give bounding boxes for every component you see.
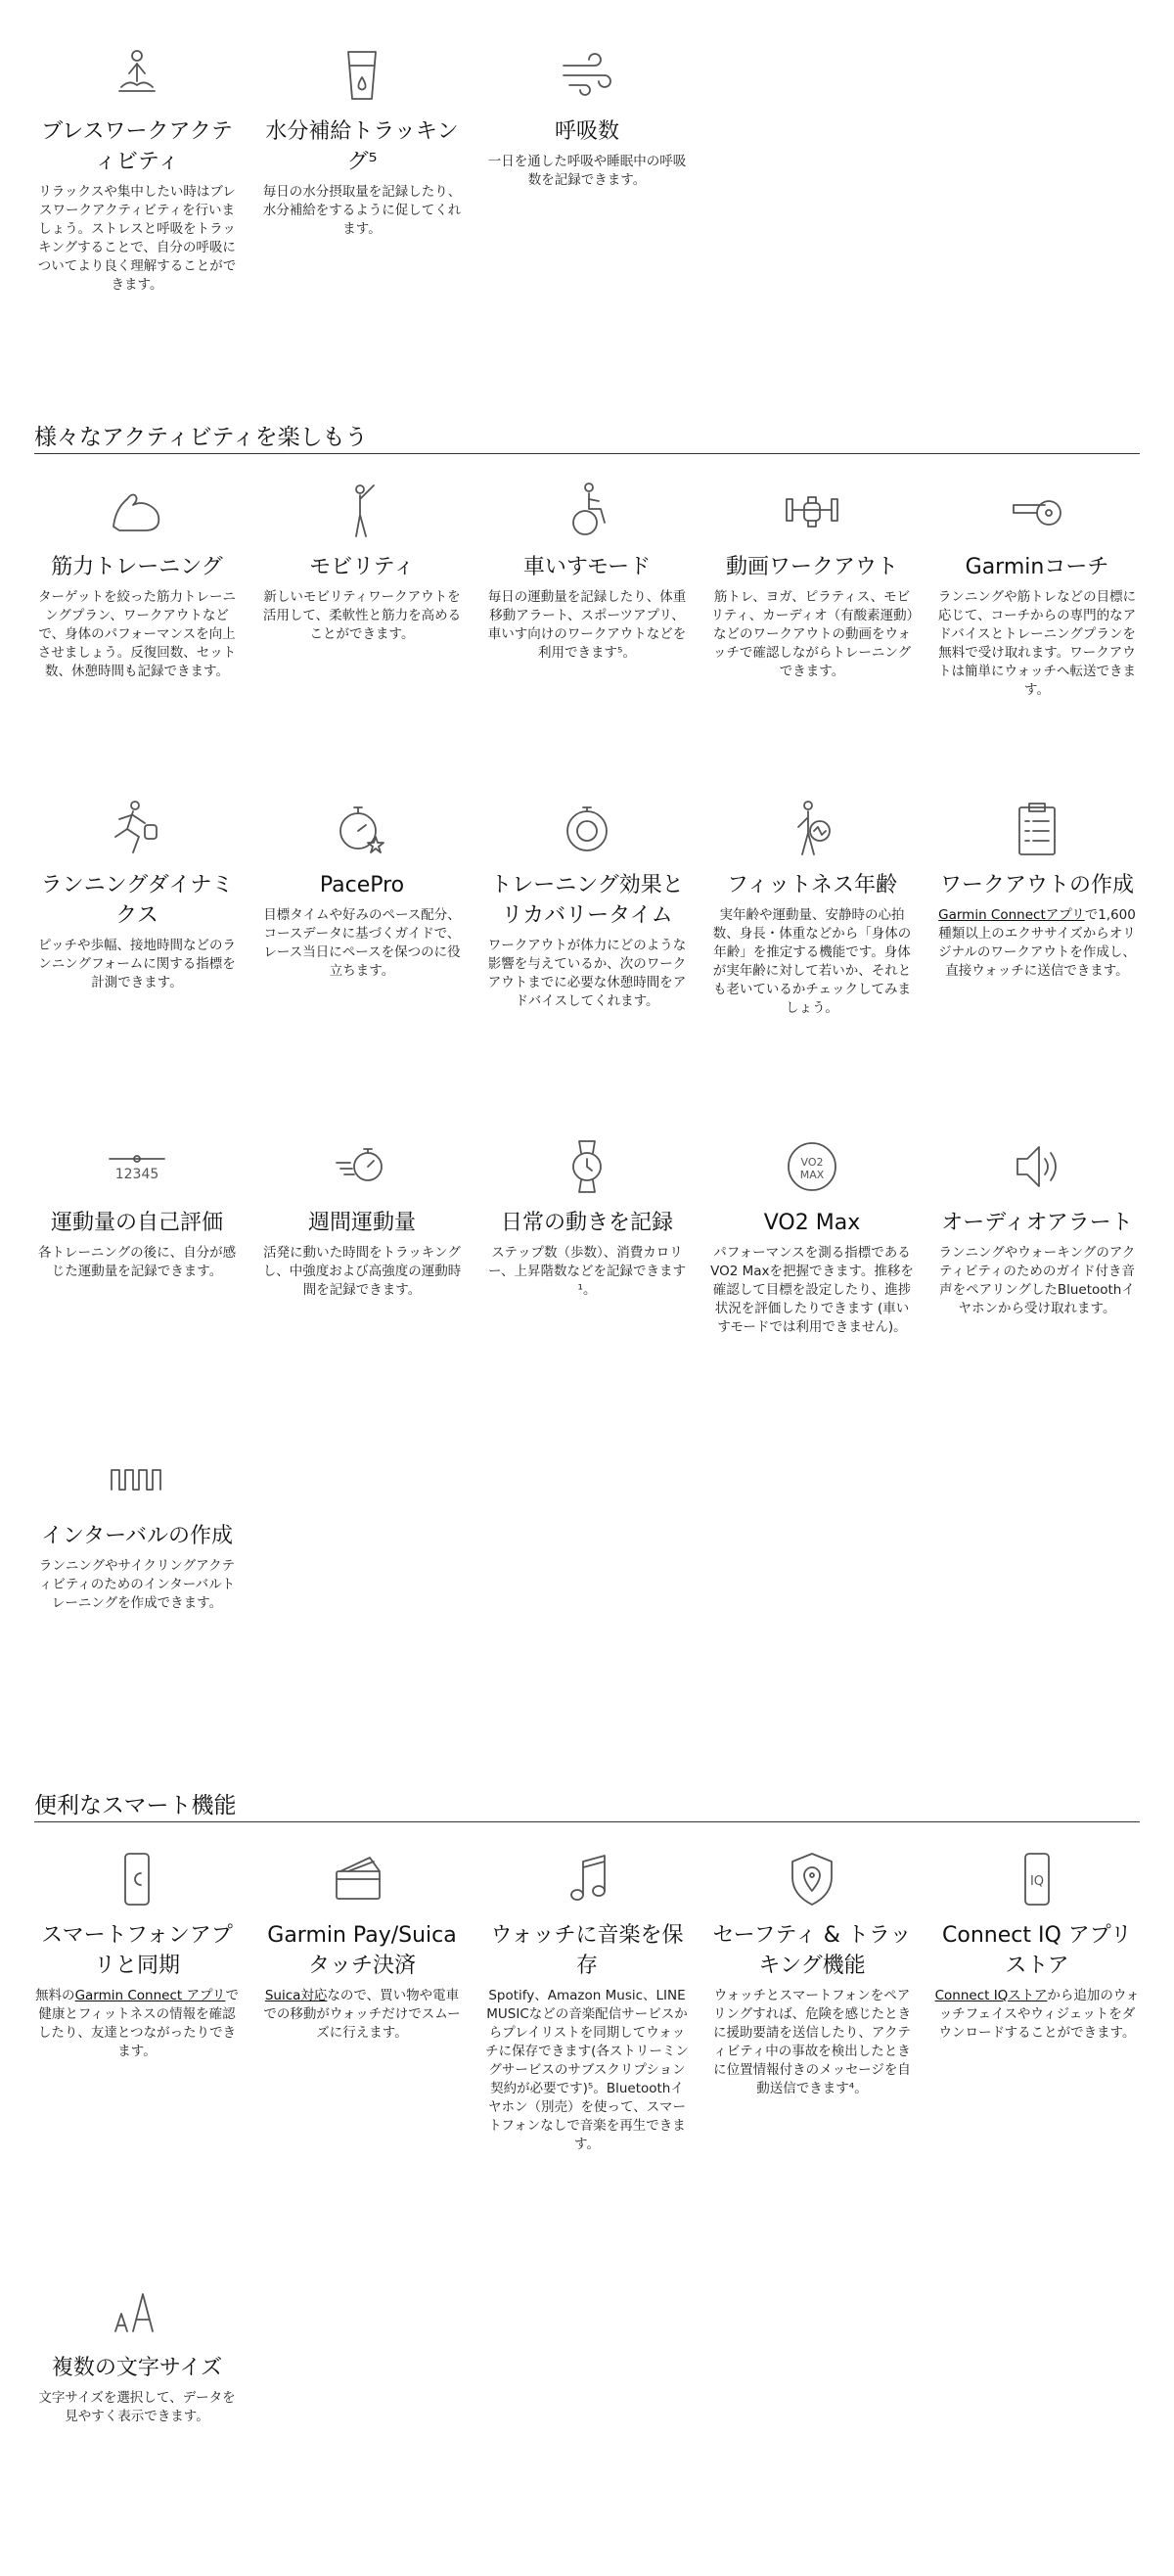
feature-description: ピッチや歩幅、接地時間などのランニングフォームに関する指標を計測できます。: [38, 938, 236, 990]
feature-font-size: [34, 2280, 240, 2426]
feature-training-effect: [484, 798, 690, 1011]
feature-title: 呼吸数: [554, 119, 619, 144]
feature-title: 複数の文字サイズ: [51, 2356, 223, 2380]
runner-watch-icon: [106, 798, 168, 860]
feature-description: 毎日の水分摂取量を記録したり、水分補給をするように促してくれます。: [262, 184, 462, 237]
feature-description-text: で健康とフィットネスの情報を確認したり、友達とつながったりできます。: [37, 1988, 239, 2059]
rpe-scale-icon: [106, 1135, 168, 1198]
feature-description: [934, 906, 1140, 981]
activities-section-title: 様々なアクティビティを楽しもう: [34, 423, 1140, 454]
feature-description: Spotify、Amazon Music、LINE MUSICなどの音楽配信サービスからプレイリストを同期してウォッチに保存できます(各ストリーミングサービスのサブスクリプション契約が必要です)⁵。Bluetoothイヤホン（別売）を使って、スマートフォンなしで音楽を再生できます。: [485, 1988, 689, 2152]
fitness-age-person-icon: [781, 798, 843, 860]
suica-link[interactable]: Suica対応: [264, 1988, 328, 2003]
feature-music-storage: [484, 1848, 690, 2154]
feature-title: ランニングダイナミクス: [40, 873, 234, 928]
feature-title: 車いすモード: [522, 555, 652, 579]
feature-weekly-intensity: [259, 1135, 465, 1300]
watch-icon: [556, 1135, 618, 1198]
iq-label: IQ: [1029, 1874, 1045, 1889]
feature-description: 活発に動いた時間をトラッキングし、中強度および高強度の運動時間を記録できます。: [262, 1245, 462, 1298]
feature-description: ランニングやサイクリングアクティビティのためのインターバルトレーニングを作成できます。: [38, 1558, 236, 1611]
feature-mobility: [259, 480, 465, 644]
feature-interval-creation: [34, 1449, 240, 1613]
training-effect-gauge-icon: [556, 798, 618, 860]
feature-title: ブレスワークアクティビティ: [41, 119, 233, 174]
feature-title: フィットネス年齢: [726, 873, 898, 897]
feature-description: リラックスや集中したい時はブレスワークアクティビティを行いましょう。ストレスと呼吸をトラッキングすることで、自分の呼吸についてより良く理解することができます。: [37, 184, 237, 293]
meditation-person-icon: [106, 44, 168, 107]
feature-garmin-coach: [934, 480, 1140, 700]
feature-title: セーフティ & トラッキング機能: [712, 1923, 912, 1978]
feature-description-text: から追加のウォッチフェイスやウィジェットをダウンロードすることができます。: [938, 1988, 1140, 2041]
feature-fitness-age: [709, 798, 915, 1018]
feature-description: [934, 1987, 1140, 2043]
feature-vo2-max: [709, 1135, 915, 1337]
feature-title: ウォッチに音楽を保存: [490, 1923, 684, 1978]
music-note-icon: [556, 1848, 618, 1910]
feature-title: オーディオアラート: [941, 1211, 1133, 1235]
font-size-icon: [106, 2280, 168, 2343]
feature-description: ターゲットを絞った筋力トレーニングプラン、ワークアウトなどで、身体のパフォーマンスを向上させましょう。反復回数、セット数、休憩時間も記録できます。: [37, 589, 237, 679]
feature-description-text: なので、買い物や電車での移動がウォッチだけでスムーズに行えます。: [263, 1988, 461, 2041]
garmin-connect-app-link[interactable]: Garmin Connectアプリ: [938, 907, 1085, 923]
stopwatch-star-icon: [331, 798, 393, 860]
feature-title: 動画ワークアウト: [725, 555, 898, 579]
feature-description: 各トレーニングの後に、自分が感じた運動量を記録できます。: [37, 1245, 237, 1279]
feature-description: [34, 1987, 240, 2061]
feature-title: ワークアウトの作成: [939, 873, 1134, 897]
feature-breathwork: [34, 44, 240, 295]
feature-video-workout: [709, 480, 915, 681]
fast-stopwatch-icon: [331, 1135, 393, 1198]
smart-features-section-title: 便利なスマート機能: [34, 1791, 1140, 1822]
wind-breath-icon: [556, 44, 618, 107]
feature-title: 筋力トレーニング: [51, 555, 223, 579]
feature-description: ランニングやウォーキングのアクティビティのためのガイド付き音声をペアリングしたBluetoothイヤホンから受け取れます。: [938, 1245, 1136, 1316]
rpe-scale-numbers: 12345: [114, 1167, 159, 1182]
feature-title: Garmin Pay/Suica タッチ決済: [267, 1923, 457, 1978]
flexed-arm-icon: [106, 480, 168, 542]
feature-description: ワークアウトが体力にどのような影響を与えているか、次のワークアウトまでに必要な休憩時間をアドバイスしてくれます。: [487, 938, 687, 1009]
wheelchair-icon: [556, 480, 618, 542]
feature-description: 実年齢や運動量、安静時の心拍数、身長・体重などから「身体の年齢」を推定する機能です。身体が実年齢に対して若いか、それとも老いているかチェックしてみましょう。: [712, 907, 912, 1016]
feature-pacepro: [259, 798, 465, 981]
feature-title: インターバルの作成: [40, 1524, 234, 1548]
feature-title: 週間運動量: [307, 1211, 416, 1235]
feature-title: Connect IQ アプリストア: [942, 1923, 1132, 1978]
feature-description: 文字サイズを選択して、データを見やすく表示できます。: [38, 2390, 236, 2424]
connect-iq-store-link[interactable]: Connect IQストア: [934, 1988, 1048, 2003]
dumbbell-watch-icon: [781, 480, 843, 542]
feature-strength-training: [34, 480, 240, 681]
feature-garmin-pay: [259, 1848, 465, 2043]
feature-description: ランニングや筋トレなどの目標に応じて、コーチからの専門的なアドバイスとトレーニングプランを無料で受け取れます。ワークアウトは簡単にウォッチへ転送できます。: [937, 589, 1137, 698]
clipboard-icon: [1006, 798, 1068, 860]
feature-title: スマートフォンアプリと同期: [41, 1923, 233, 1978]
feature-description-text: で1,600 種類以上のエクササイズからオリジナルのワークアウトを作成し、直接ウォッチに送信できます。: [938, 907, 1136, 979]
max-label: MAX: [799, 1169, 825, 1181]
garmin-connect-app-link[interactable]: Garmin Connect アプリ: [74, 1988, 226, 2003]
feature-description: [259, 1987, 465, 2043]
interval-wave-icon: [106, 1449, 168, 1511]
feature-description: 一日を通した呼吸や睡眠中の呼吸数を記録できます。: [487, 154, 687, 188]
feature-title: 日常の動きを記録: [500, 1211, 673, 1235]
feature-title: PacePro: [319, 873, 405, 897]
feature-description-prefix: 無料の: [35, 1988, 75, 2003]
vo2-label: VO2: [800, 1156, 824, 1169]
feature-audio-alerts: [934, 1135, 1140, 1318]
feature-running-dynamics: [34, 798, 240, 992]
feature-respiration: [484, 44, 690, 190]
feature-description: 新しいモビリティワークアウトを活用して、柔軟性と筋力を高めることができます。: [262, 589, 462, 642]
feature-safety-tracking: [709, 1848, 915, 2098]
feature-rpe: [34, 1135, 240, 1281]
water-glass-icon: [331, 44, 393, 107]
feature-description: ウォッチとスマートフォンをペアリングすれば、危険を感じたときに援助要請を送信したり、アクティビティ中の事故を検出したときに位置情報付きのメッセージを自動送信できます⁴。: [712, 1988, 912, 2096]
feature-description: パフォーマンスを測る指標であるVO2 Maxを把握できます。推移を確認して目標を設定したり、進捗状況を評価したりできます (車いすモードでは利用できません)。: [710, 1245, 914, 1335]
feature-description: 毎日の運動量を記録したり、体重移動アラート、スポーツアプリ、車いす向けのワークアウトなどを利用できます⁵。: [487, 589, 687, 661]
feature-description: 目標タイムや好みのペース配分、コースデータに基づくガイドで、レース当日にペースを保つのに役立ちます。: [263, 907, 461, 979]
feature-description: 筋トレ、ヨガ、ピラティス、モビリティ、カーディオ（有酸素運動）などのワークアウトの動画をウォッチで確認しながらトレーニングできます。: [710, 589, 914, 679]
speaker-icon: [1006, 1135, 1068, 1198]
stretching-person-icon: [331, 480, 393, 542]
feature-daily-activity: [484, 1135, 690, 1300]
connect-iq-icon: [1006, 1848, 1068, 1910]
feature-smartphone-sync: [34, 1848, 240, 2061]
wallet-cards-icon: [331, 1848, 393, 1910]
smartphone-icon: [106, 1848, 168, 1910]
feature-title: 運動量の自己評価: [50, 1211, 223, 1235]
feature-description: ステップ数（歩数）、消費カロリー、上昇階数などを記録できます¹。: [488, 1245, 686, 1298]
feature-connect-iq: [934, 1848, 1140, 2043]
whistle-icon: [1006, 480, 1068, 542]
feature-title: 水分補給トラッキング⁵: [265, 119, 459, 174]
feature-wheelchair-mode: [484, 480, 690, 663]
feature-title: VO2 Max: [763, 1211, 861, 1235]
feature-title: Garminコーチ: [965, 555, 1109, 579]
feature-title: トレーニング効果とリカバリータイム: [490, 873, 684, 928]
feature-title: モビリティ: [309, 555, 415, 579]
shield-location-icon: [781, 1848, 843, 1910]
vo2-max-icon: [781, 1135, 843, 1198]
feature-hydration: [259, 44, 465, 239]
feature-workout-creation: [934, 798, 1140, 981]
